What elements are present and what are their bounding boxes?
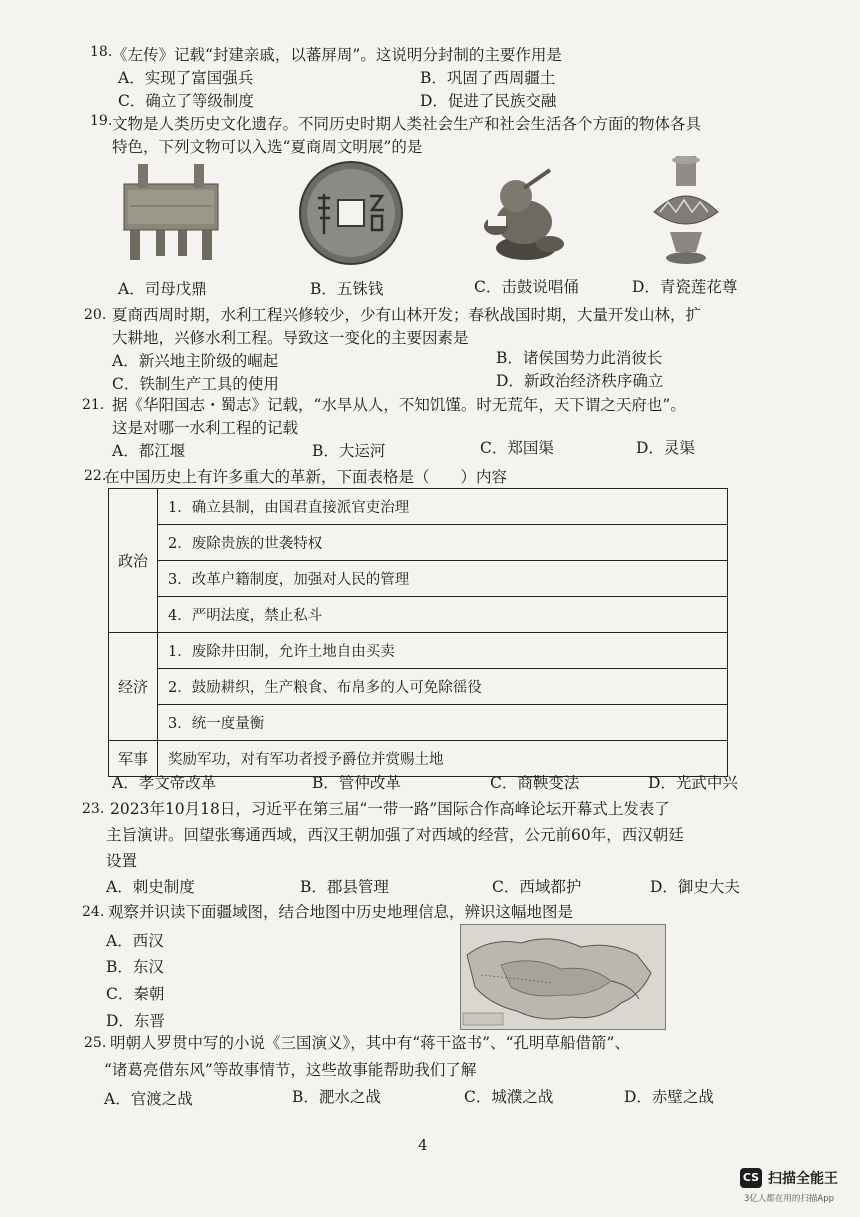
q18-number: 18. [90,44,113,60]
table-row [109,633,728,669]
q22-number: 22. [84,468,107,484]
q25-option-c: C．城濮之战 [464,1088,554,1106]
q20-option-b: B．诸侯国势力此消彼长 [496,349,663,367]
q19-option-b: B．五铢钱 [310,280,384,298]
q23-stem-line3: 设置 [106,852,138,870]
q22-stem: 在中国历史上有许多重大的革新，下面表格是（ ）内容 [104,468,508,486]
q20-option-a: A．新兴地主阶级的崛起 [112,352,279,370]
q21-stem-line2: 这是对哪一水利工程的记载 [112,419,299,437]
table-row [109,561,728,597]
q23-option-a: A．刺史制度 [106,878,195,896]
camscanner-logo-icon: CS [740,1168,762,1188]
q20-option-c: C．铁制生产工具的使用 [112,375,279,393]
politics-category: 政治 [109,489,158,633]
table-row [109,597,728,633]
q24-option-a: A．西汉 [106,932,164,950]
q18-option-c: C．确立了等级制度 [118,92,254,110]
q20-number: 20. [84,307,107,323]
table-row [109,669,728,705]
q24-stem: 观察并识读下面疆域图，结合地图中历史地理信息，辨识这幅地图是 [108,903,574,921]
q25-option-a: A．官渡之战 [104,1090,193,1108]
table-row [109,489,728,525]
politics-item-4: 4．严明法度，禁止私斗 [158,597,728,633]
q19-stem-line2: 特色，下列文物可以入选“夏商周文明展”的是 [112,138,423,156]
q21-option-d: D．灵渠 [636,439,695,457]
q21-option-c: C．郑国渠 [480,439,554,457]
q25-option-b: B．淝水之战 [292,1088,381,1106]
q20-stem-line2: 大耕地，兴修水利工程。导致这一变化的主要因素是 [112,329,469,347]
q18-option-b: B．巩固了西周疆土 [420,69,556,87]
q24-number: 24. [82,904,105,920]
scanner-app-name: 扫描全能王 [768,1171,838,1187]
q23-stem-line2: 主旨演讲。回望张骞通西域，西汉王朝加强了对西域的经营，公元前60年，西汉朝廷 [106,826,684,844]
military-item: 奖励军功，对有军功者授予爵位并赏赐土地 [158,741,728,777]
q20-option-d: D．新政治经济秩序确立 [496,372,664,390]
q18-stem: 《左传》记载“封建亲戚，以蕃屏周”。这说明分封制的主要作用是 [112,46,562,64]
q22-option-c: C．商鞅变法 [490,774,580,792]
wuzhu-coin-image [298,160,404,266]
q22-option-d: D．光武中兴 [648,774,738,792]
q19-option-a: A．司母戊鼎 [118,280,207,298]
military-category: 军事 [109,741,158,777]
economy-item-2: 2．鼓励耕织，生产粮食、布帛多的人可免除徭役 [158,669,728,705]
q25-number: 25. [84,1035,107,1051]
q24-option-d: D．东晋 [106,1012,165,1030]
economy-item-3: 3．统一度量衡 [158,705,728,741]
q20-stem-line1: 夏商西周时期，水利工程兴修较少，少有山林开发；春秋战国时期，大量开发山林，扩 [112,306,702,324]
simuwu-ding-image [116,160,226,264]
politics-item-3: 3．改革户籍制度，加强对人民的管理 [158,561,728,597]
q19-number: 19. [90,113,113,129]
q21-stem-line1: 据《华阳国志・蜀志》记载，“水旱从人，不知饥馑。时无荒年，天下谓之天府也”。 [112,396,686,414]
scanner-tagline: 3亿人都在用的扫描App [744,1194,835,1204]
economy-item-1: 1．废除井田制，允许土地自由买卖 [158,633,728,669]
q25-stem-line2: “诸葛亮借东风”等故事情节，这些故事能帮助我们了解 [104,1061,477,1079]
q23-option-d: D．御史大夫 [650,878,740,896]
table-row [109,525,728,561]
q21-option-b: B．大运河 [312,442,386,460]
territory-map-image [460,924,666,1030]
q23-option-c: C．西域都护 [492,878,582,896]
q25-option-d: D．赤壁之战 [624,1088,714,1106]
q23-option-b: B．郡县管理 [300,878,389,896]
economy-category: 经济 [109,633,158,741]
q22-option-b: B．管仲改革 [312,774,401,792]
q24-option-c: C．秦朝 [106,985,165,1003]
q23-stem-line1: 2023年10月18日，习近平在第三届“一带一路”国际合作高峰论坛开幕式上发表了 [110,800,670,818]
q23-number: 23. [82,801,105,817]
page-number: 4 [418,1136,428,1154]
q22-option-a: A．孝文帝改革 [112,774,217,792]
politics-item-1: 1．确立县制，由国君直接派官吏治理 [158,489,728,525]
q18-option-a: A．实现了富国强兵 [118,69,254,87]
politics-item-2: 2．废除贵族的世袭特权 [158,525,728,561]
q24-option-b: B．东汉 [106,958,164,976]
q18-option-d: D．促进了民族交融 [420,92,557,110]
q21-option-a: A．都江堰 [112,442,186,460]
q19-option-c: C．击鼓说唱俑 [474,278,579,296]
q21-number: 21. [82,397,105,413]
q19-stem-line1: 文物是人类历史文化遗存。不同历史时期人类社会生产和社会生活各个方面的物体各具 [112,115,702,133]
table-row [109,705,728,741]
reform-table [108,488,728,777]
drummer-figurine-image [470,160,576,266]
q19-option-d: D．青瓷莲花尊 [632,278,738,296]
q25-stem-line1: 明朝人罗贯中写的小说《三国演义》，其中有“蒋干盗书”、“孔明草船借箭”、 [110,1034,630,1052]
celadon-lotus-vessel-image [646,154,726,266]
